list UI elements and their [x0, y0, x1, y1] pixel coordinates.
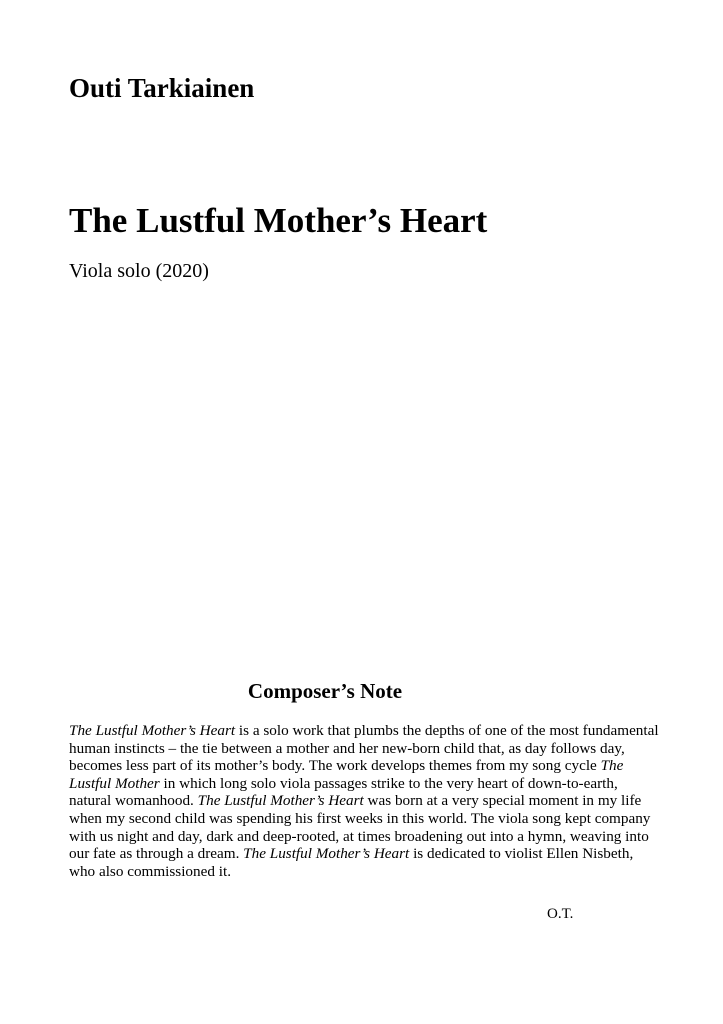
note-segment: The Lustful Mother’s Heart — [197, 792, 364, 810]
note-segment: is dedicated to violist Ellen Nisbeth, who also commissioned it. — [69, 845, 634, 880]
note-segment: in which long solo viola passages strike to the very heart of down-to-earth, natural womanhood. — [69, 774, 618, 810]
note-segment: The Lustful Mother’s Heart — [243, 845, 410, 863]
note-segment: The Lustful Mother — [69, 757, 624, 792]
work-title: The Lustful Mother’s Heart — [69, 201, 488, 240]
note-segment: was born at a very special moment in my life when my second child was spending his first weeks in this world. The viola song kept company with us night and day, dark and deep-rooted, at times broadening out into a hymn, weaving into our fate as through a dream. — [69, 792, 651, 863]
signature-initials: O.T. — [547, 906, 574, 922]
note-segment: The Lustful Mother’s Heart — [69, 722, 236, 739]
work-subtitle: Viola solo (2020) — [69, 260, 209, 282]
composers-note-heading: Composer’s Note — [247, 679, 403, 703]
composer-name: Outi Tarkiainen — [69, 73, 255, 103]
note-segment: is a solo work that plumbs the depths of one of the most fundamental human instincts – the tie between a mother and her new-born child that, as day follows day, becomes less part of its mother’s body. The work develops themes from my song cycle — [69, 722, 659, 775]
composers-note-text — [69, 722, 659, 880]
